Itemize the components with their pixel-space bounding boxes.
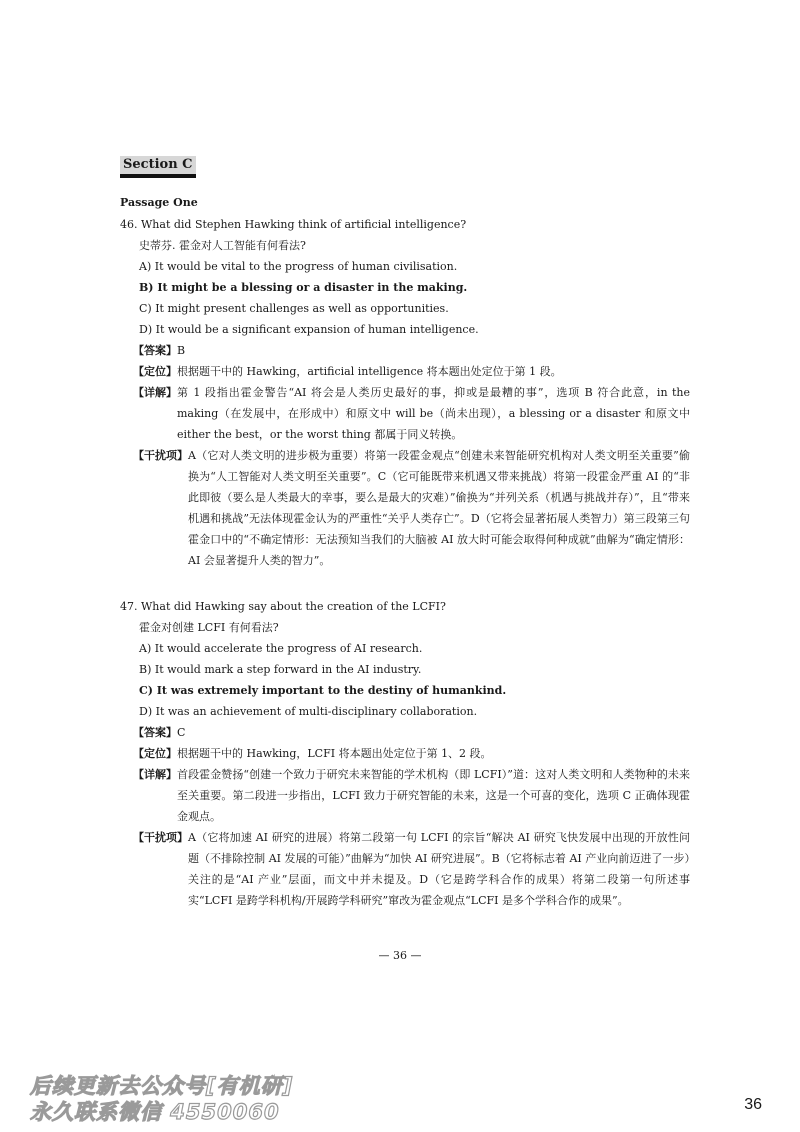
option-c: C) It was extremely important to the destiny of humankind.: [139, 684, 507, 697]
question-47-block: [120, 596, 690, 911]
option-a: A) It would accelerate the progress of AI research.: [139, 642, 423, 655]
question-46-block: [120, 214, 690, 571]
option-d: D) It would be a significant expansion of human intelligence.: [139, 323, 479, 336]
option-b: B) It would mark a step forward in the AI industry.: [139, 663, 422, 676]
detail-text: 首段霍金赞扬“创建一个致力于研究未来智能的学术机构（即 LCFI）”道：这对人类文明和人类物种的未来至关重要。第二段进一步指出，LCFI 致力于研究智能的未来，这是一个可喜的变化，选项 C 正确体现霍金观点。: [177, 768, 690, 823]
detail-row: [120, 764, 690, 827]
locate-label: 【定位】: [133, 747, 177, 760]
detail-label: 【详解】: [133, 386, 177, 399]
watermark-line-1: 后续更新去公众号[有机研]: [30, 1074, 294, 1098]
question-stem: 47. What did Hawking say about the creation of the LCFI?: [120, 600, 446, 613]
locate-label: 【定位】: [133, 365, 177, 378]
page-number-footer: — 36 —: [378, 949, 422, 962]
question-stem: 46. What did Stephen Hawking think of artificial intelligence?: [120, 218, 467, 231]
distractor-text: A（它将加速 AI 研究的进展）将第二段第一句 LCFI 的宗旨“解决 AI 研究飞快发展中出现的开放性问题（不排除控制 AI 发展的可能）”曲解为“加快 AI 研究进展”。B（它将标志着 AI 产业向前迈进了一步）关注的是“AI 产业”层面，而文中并未提及。D（它是跨学科合作的成果）将第二段第一句所述事实“LCFI 是跨学科机构/开展跨学科研究”窜改为霍金观点“LCFI 是多个学科合作的成果”。: [188, 831, 690, 907]
section-heading: Section C: [120, 156, 196, 178]
answer-row: [120, 340, 690, 361]
detail-row: [120, 382, 690, 445]
question-stem-chinese: 史蒂芬. 霍金对人工智能有何看法?: [139, 239, 306, 252]
watermark-line-2: 永久联系微信 4550060: [30, 1100, 280, 1124]
answer-label: 【答案】: [133, 726, 177, 739]
distractor-row: [120, 827, 690, 911]
distractor-label: 【干扰项】: [133, 831, 188, 844]
question-stem-chinese: 霍金对创建 LCFI 有何看法?: [139, 621, 279, 634]
option-a: A) It would be vital to the progress of human civilisation.: [139, 260, 458, 273]
option-d: D) It was an achievement of multi-disciplinary collaboration.: [139, 705, 478, 718]
option-c: C) It might present challenges as well as opportunities.: [139, 302, 449, 315]
answer-row: [120, 722, 690, 743]
detail-label: 【详解】: [133, 768, 177, 781]
locate-text: 根据题干中的 Hawking，artificial intelligence 将本题出处定位于第 1 段。: [177, 365, 562, 378]
answer-value: C: [177, 726, 186, 739]
distractor-text: A（它对人类文明的进步极为重要）将第一段霍金观点“创建未来智能研究机构对人类文明至关重要”偷换为“人工智能对人类文明至关重要”。C（它可能既带来机遇又带来挑战）将第一段霍金严重 AI 的“非此即彼（要么是人类最大的幸事，要么是最大的灾难）”偷换为“并列关系（机遇与挑战并存）”，且“带来机遇和挑战”无法体现霍金认为的严重性“关乎人类存亡”。D（它将会显著拓展人类智力）第三段第三句霍金口中的“不确定情形：无法预知当我们的大脑被 AI 放大时可能会取得何种成就”曲解为“确定情形：AI 会显著提升人类的智力”。: [188, 449, 690, 567]
locate-text: 根据题干中的 Hawking，LCFI 将本题出处定位于第 1、2 段。: [177, 747, 492, 760]
distractor-label: 【干扰项】: [133, 449, 188, 462]
page-number-corner: 36: [744, 1096, 762, 1113]
answer-label: 【答案】: [133, 344, 177, 357]
answer-value: B: [177, 344, 186, 357]
locate-row: [120, 361, 690, 382]
detail-text: 第 1 段指出霍金警告“AI 将会是人类历史最好的事，抑或是最糟的事”，选项 B 符合此意，in the making（在发展中，在形成中）和原文中 will be（尚未出现），a blessing or a disaster 和原文中 either the best，or the worst thing 都属于同义转换。: [177, 386, 690, 441]
distractor-row: [120, 445, 690, 571]
locate-row: [120, 743, 690, 764]
passage-title: Passage One: [120, 196, 198, 209]
option-b: B) It might be a blessing or a disaster in the making.: [139, 281, 468, 294]
